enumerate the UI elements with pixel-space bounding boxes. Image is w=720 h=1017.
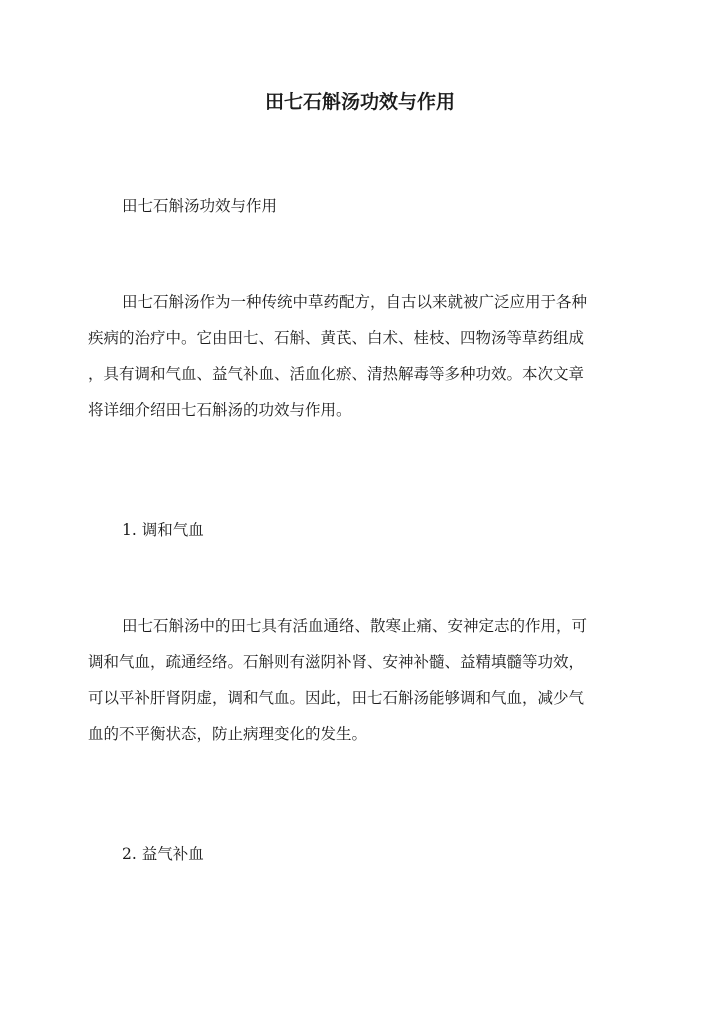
paragraph-line: 调和气血，疏通经络。石斛则有滋阴补肾、安神补髓、益精填髓等功效， — [88, 653, 585, 671]
paragraph-line: 血的不平衡状态，防止病理变化的发生。 — [88, 725, 368, 743]
paragraph-line: 疾病的治疗中。它由田七、石斛、黄芪、白术、桂枝、四物汤等草药组成 — [88, 329, 585, 347]
intro-paragraph — [88, 290, 632, 434]
document-subtitle: 田七石斛汤功效与作用 — [122, 197, 278, 215]
document-title: 田七石斛汤功效与作用 — [264, 91, 455, 113]
paragraph-line: 可以平补肝肾阴虚，调和气血。因此，田七石斛汤能够调和气血，减少气 — [88, 689, 585, 707]
section-heading-1: 1. 调和气血 — [122, 521, 204, 539]
paragraph-line: ，具有调和气血、益气补血、活血化瘀、清热解毒等多种功效。本次文章 — [88, 365, 585, 383]
paragraph-line: 将详细介绍田七石斛汤的功效与作用。 — [88, 401, 352, 419]
paragraph-line: 田七石斛汤作为一种传统中草药配方，自古以来就被广泛应用于各种 — [122, 293, 588, 311]
section-1-paragraph — [88, 614, 632, 758]
section-heading-2: 2. 益气补血 — [122, 845, 204, 863]
paragraph-line: 田七石斛汤中的田七具有活血通络、散寒止痛、安神定志的作用，可 — [122, 617, 588, 635]
